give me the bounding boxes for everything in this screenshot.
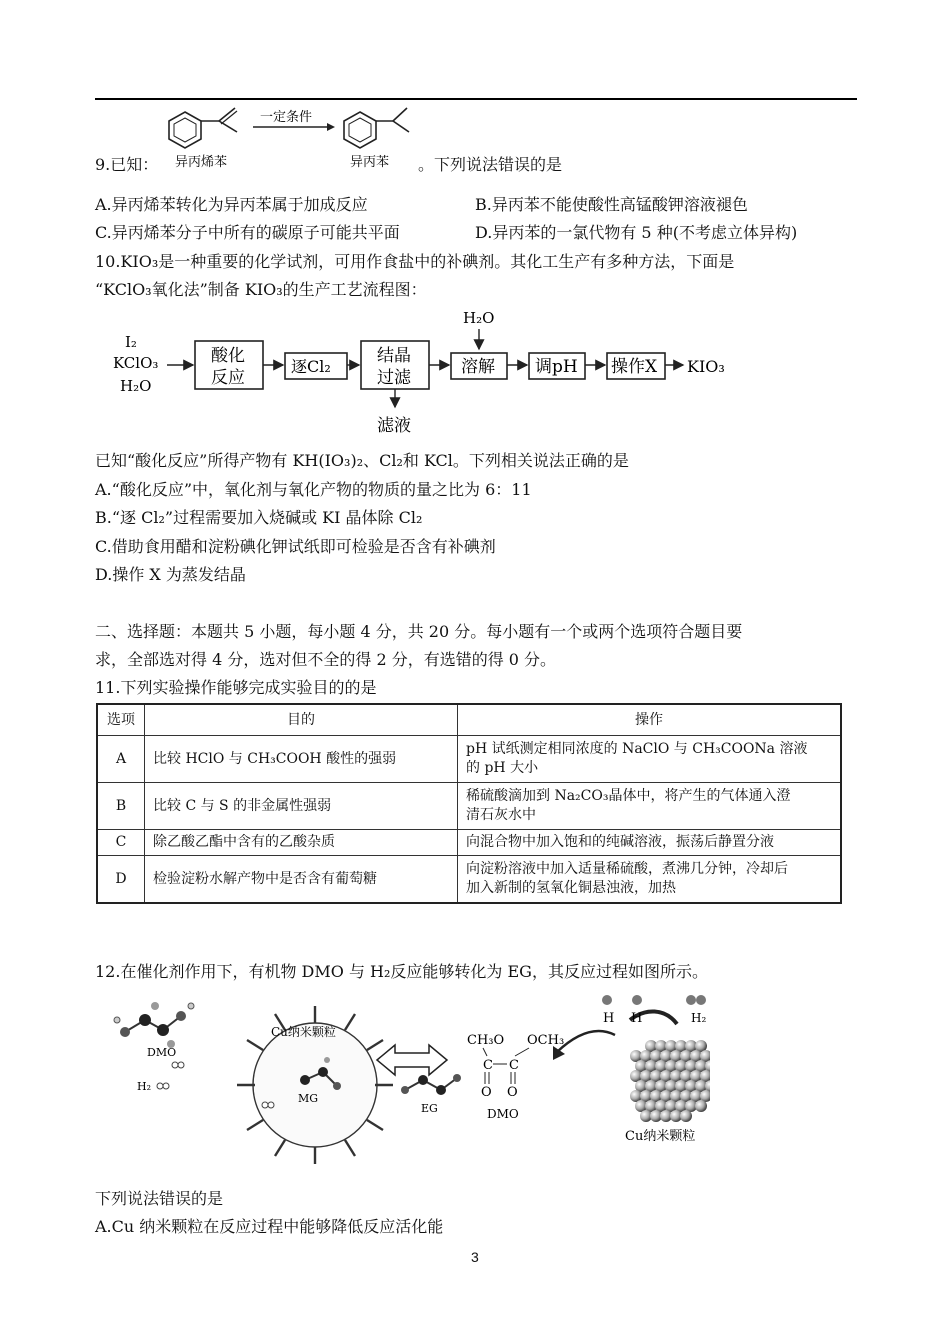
q10-option-c: C.借助食用醋和淀粉碘化钾试纸即可检验是否含有补碘剂 xyxy=(95,537,496,556)
flow-box-crystallize-l1: 结晶 xyxy=(377,346,411,366)
q11-stem: 11.下列实验操作能够完成实验目的的是 xyxy=(95,678,377,697)
table-cell-goal: 检验淀粉水解产物中是否含有葡萄糖 xyxy=(145,856,458,904)
q12-option-a: A.Cu 纳米颗粒在反应过程中能够降低反应活化能 xyxy=(95,1217,444,1236)
cu-label-right: Cu纳米颗粒 xyxy=(625,1129,696,1144)
reactant-label: 异丙烯苯 xyxy=(175,155,228,170)
h-atom-icon xyxy=(632,995,642,1005)
flow-output-kio3: KIO₃ xyxy=(687,357,725,376)
oxygen-label-1: O xyxy=(481,1085,492,1100)
operation-line: 向混合物中加入饱和的纯碱溶液，振荡后静置分液 xyxy=(466,834,774,850)
flow-box-remove-cl2-label: 逐Cl₂ xyxy=(291,357,331,376)
q12-stem: 12.在催化剂作用下，有机物 DMO 与 H₂反应能够转化为 EG，其反应过程如图所示。 xyxy=(95,962,708,981)
table-cell-operation xyxy=(458,736,842,783)
q10-option-b: B.“逐 Cl₂”过程需要加入烧碱或 KI 晶体除 Cl₂ xyxy=(95,508,423,527)
table-header: 选项 xyxy=(97,704,145,736)
table-cell-operation xyxy=(458,783,842,830)
table-cell-goal: 比较 C 与 S 的非金属性强弱 xyxy=(145,783,458,830)
table-header: 操作 xyxy=(458,704,842,736)
q10-line2: “KClO₃氧化法”制备 KIO₃的生产工艺流程图： xyxy=(95,280,427,299)
table-cell-option: D xyxy=(97,856,145,904)
table-cell-goal: 除乙酸乙酯中含有的乙酸杂质 xyxy=(145,830,458,856)
och3-label: OCH₃ xyxy=(527,1033,565,1048)
oxygen-label-2: O xyxy=(507,1085,518,1100)
ch3o-label: CH₃O xyxy=(467,1033,505,1048)
flow-box-acidify-l1: 酸化 xyxy=(211,346,245,366)
flow-input-h2o: H₂O xyxy=(120,377,152,395)
h2-label: H₂ xyxy=(137,1080,152,1093)
q9-option-b: B.异丙苯不能使酸性高锰酸钾溶液褪色 xyxy=(475,195,748,214)
table-row xyxy=(97,830,841,856)
carbon-label-1: C xyxy=(483,1058,493,1073)
operation-line: 向淀粉溶液中加入适量稀硫酸，煮沸几分钟，冷却后 xyxy=(466,861,788,877)
curved-arrow-icon xyxy=(557,1031,615,1052)
flow-box-crystallize-l2: 过滤 xyxy=(377,368,411,388)
table-cell-goal: 比较 HClO 与 CH₃COOH 酸性的强弱 xyxy=(145,736,458,783)
q12-sub-stem: 下列说法错误的是 xyxy=(95,1189,224,1208)
h2-label-right: H₂ xyxy=(691,1011,707,1025)
h-atom-icon xyxy=(696,995,706,1005)
flow-box-operation-x-label: 操作X xyxy=(611,357,658,377)
q10-flowchart xyxy=(105,305,745,440)
table-header: 目的 xyxy=(145,704,458,736)
q10-known: 已知“酸化反应”所得产物有 KH(IO₃)₂、Cl₂和 KCl。下列相关说法正确的是 xyxy=(95,451,629,470)
q10-option-d: D.操作 X 为蒸发结晶 xyxy=(95,565,246,584)
cu-label-left: Cu纳米颗粒 xyxy=(271,1025,336,1039)
q9-option-c: C.异丙烯苯分子中所有的碳原子可能共平面 xyxy=(95,223,400,242)
flow-box-dissolve-label: 溶解 xyxy=(461,357,495,377)
flow-box-acidify-l2: 反应 xyxy=(211,368,245,388)
table-cell-option: C xyxy=(97,830,145,856)
operation-line: 清石灰水中 xyxy=(466,807,536,823)
dmo-molecule-icon xyxy=(114,1002,194,1048)
table-row xyxy=(97,736,841,783)
q10-option-a: A.“酸化反应”中，氧化剂与氧化产物的物质的量之比为 6：11 xyxy=(95,480,532,499)
h-label-1: H xyxy=(603,1011,615,1026)
h-atom-icon xyxy=(602,995,612,1005)
q9-option-a: A.异丙烯苯转化为异丙苯属于加成反应 xyxy=(95,195,368,214)
dmo-formula-label: DMO xyxy=(487,1107,519,1121)
flow-filtrate: 滤液 xyxy=(377,416,411,436)
cu-nanoparticle-cluster-right xyxy=(630,1040,710,1122)
operation-line: 稀硫酸滴加到 Na₂CO₃晶体中，将产生的气体通入澄 xyxy=(466,788,791,804)
table-row xyxy=(97,856,841,904)
page-number: 3 xyxy=(471,1249,479,1265)
h-atom-icon xyxy=(686,995,696,1005)
flow-box-adjust-ph-label: 调pH xyxy=(535,357,578,377)
q9-stem-prefix: 9.已知： xyxy=(95,155,159,174)
cu-nanoparticle-left xyxy=(253,1023,377,1147)
eg-label: EG xyxy=(421,1102,438,1115)
q10-line1: 10.KIO₃是一种重要的化学试剂，可用作食盐中的补碘剂。其化工生产有多种方法，下面是 xyxy=(95,252,735,271)
section2-line1: 二、选择题：本题共 5 小题，每小题 4 分，共 20 分。每小题有一个或两个选项符合题目要 xyxy=(95,622,743,641)
reaction-condition: 一定条件 xyxy=(260,110,313,125)
table-header-row xyxy=(97,704,841,736)
table-row xyxy=(97,783,841,830)
q9-option-d: D.异丙苯的一氯代物有 5 种(不考虑立体异构) xyxy=(475,223,798,242)
q9-reaction-scheme xyxy=(155,100,445,175)
h-label-2: H xyxy=(631,1011,643,1026)
table-cell-operation xyxy=(458,856,842,904)
flow-input-i2: I₂ xyxy=(125,333,137,351)
q12-figure xyxy=(105,990,710,1170)
section2-line2: 求，全部选对得 4 分，选对但不全的得 2 分，有选错的得 0 分。 xyxy=(95,650,557,669)
flow-input-kclo3: KClO₃ xyxy=(113,354,159,372)
table-cell-option: B xyxy=(97,783,145,830)
double-arrow-icon xyxy=(377,1045,447,1075)
mg-label: MG xyxy=(298,1092,319,1105)
cu-atom xyxy=(695,1100,707,1112)
operation-line: pH 试纸测定相同浓度的 NaClO 与 CH₃COONa 溶液 xyxy=(466,741,808,757)
operation-line: 加入新制的氢氧化铜悬浊液，加热 xyxy=(466,880,676,896)
q9-stem-suffix: 。下列说法错误的是 xyxy=(418,155,563,174)
table-cell-operation xyxy=(458,830,842,856)
cu-atom xyxy=(680,1110,692,1122)
table-cell-option: A xyxy=(97,736,145,783)
product-label: 异丙苯 xyxy=(350,155,390,170)
dmo-label: DMO xyxy=(147,1046,177,1059)
flow-top-h2o: H₂O xyxy=(463,309,495,327)
carbon-label-2: C xyxy=(509,1058,519,1073)
eg-molecule-icon xyxy=(401,1074,461,1095)
benzene-inner-reactant xyxy=(174,118,196,142)
q11-table xyxy=(96,703,842,904)
operation-line: 的 pH 大小 xyxy=(466,760,539,776)
